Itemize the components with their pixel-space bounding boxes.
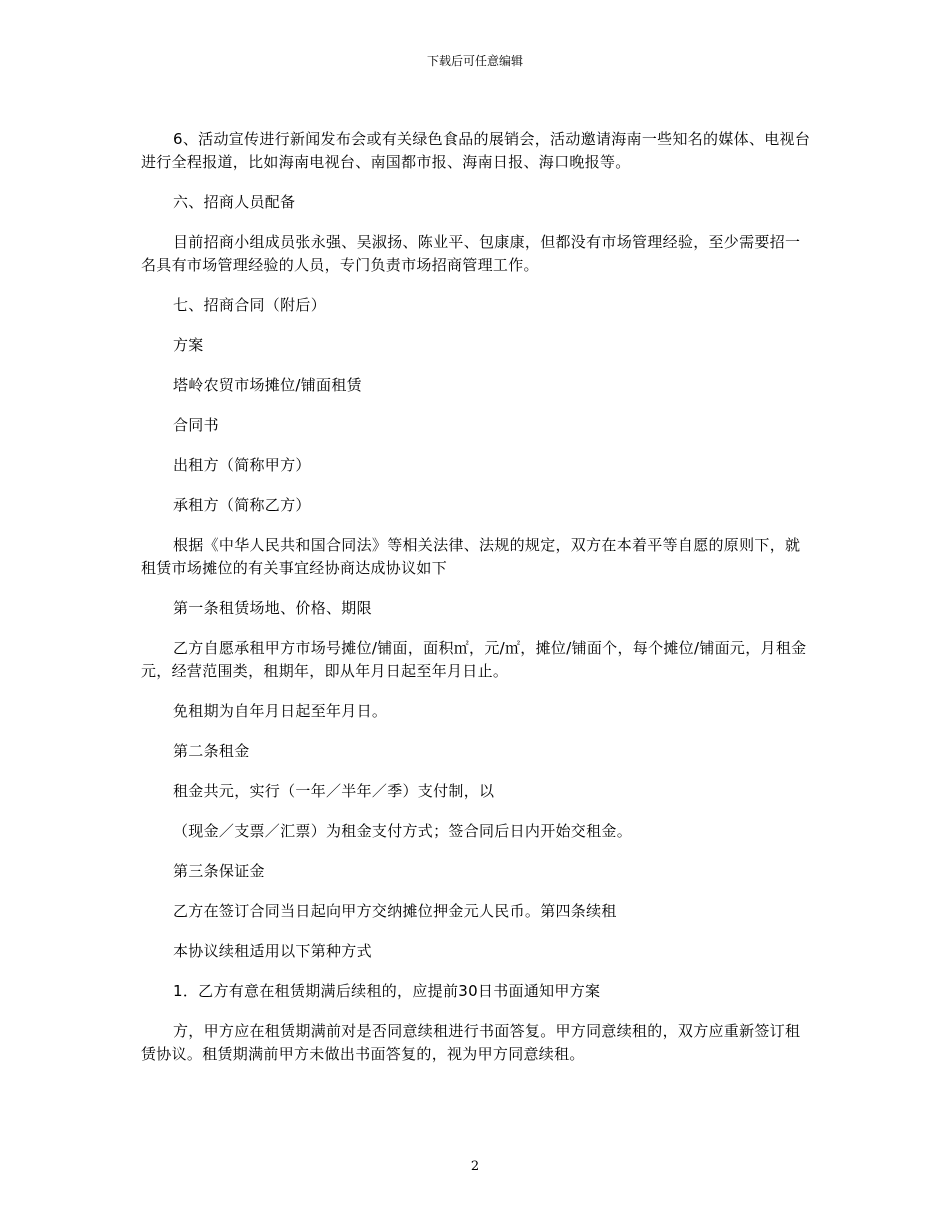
article-1-body: 乙方自愿承租甲方市场号摊位/铺面，面积㎡，元/㎡，摊位/铺面个，每个摊位/铺面元，月租金元，经营范围类，租期年，即从年月日起至年月日止。: [141, 639, 807, 680]
contract-title-line-1: 塔岭农贸市场摊位/铺面租赁: [173, 376, 362, 394]
document-body: [141, 128, 813, 1083]
article-2-body-1: 租金共元，实行（一年／半年／季）支付制，以: [173, 782, 495, 800]
lessor-line: 出租方（简称甲方）: [173, 456, 311, 474]
article-3-body: 乙方在签订合同当日起向甲方交纳摊位押金元人民币。第四条续租: [173, 902, 617, 920]
page-header: 下载后可任意编辑: [426, 54, 523, 68]
paragraph-staffing: 目前招商小组成员张永强、吴淑扬、陈业平、包康康，但都没有市场管理经验，至少需要招一名具有市场管理经验的人员，专门负责市场招商管理工作。: [141, 233, 801, 274]
paragraph-activity-promotion: 6、活动宣传进行新闻发布会或有关绿色食品的展销会，活动邀请海南一些知名的媒体、电视台进行全程报道，比如海南电视台、南国都市报、海南日报、海口晚报等。: [141, 130, 811, 171]
article-2-heading: 第二条租金: [173, 742, 250, 760]
article-1-heading: 第一条租赁场地、价格、期限: [173, 599, 372, 617]
paragraph-plan: 方案: [173, 336, 204, 354]
heading-contract: 七、招商合同（附后）: [173, 296, 327, 314]
article-2-body-2: （现金／支票／汇票）为租金支付方式；签合同后日内开始交租金。: [173, 822, 633, 840]
page-number: 2: [470, 1159, 480, 1174]
lessee-line: 承租方（简称乙方）: [173, 496, 311, 514]
contract-title-line-2: 合同书: [173, 416, 219, 434]
rent-free-period: 免租期为自年月日起至年月日。: [173, 702, 388, 720]
renewal-item-1-continued: 方，甲方应在租赁期满前对是否同意续租进行书面答复。甲方同意续租的，双方应重新签订租赁协议。租赁期满前甲方未做出书面答复的，视为甲方同意续租。: [141, 1022, 801, 1063]
paragraph-legal-basis: 根据《中华人民共和国合同法》等相关法律、法规的规定，双方在本着平等自愿的原则下，就租赁市场摊位的有关事宜经协商达成协议如下: [141, 536, 801, 577]
renewal-method: 本协议续租适用以下第种方式: [173, 942, 372, 960]
heading-staffing: 六、招商人员配备: [173, 193, 296, 211]
renewal-item-1: 1．乙方有意在租赁期满后续租的，应提前30日书面通知甲方案: [173, 982, 601, 1000]
article-3-heading: 第三条保证金: [173, 862, 265, 880]
